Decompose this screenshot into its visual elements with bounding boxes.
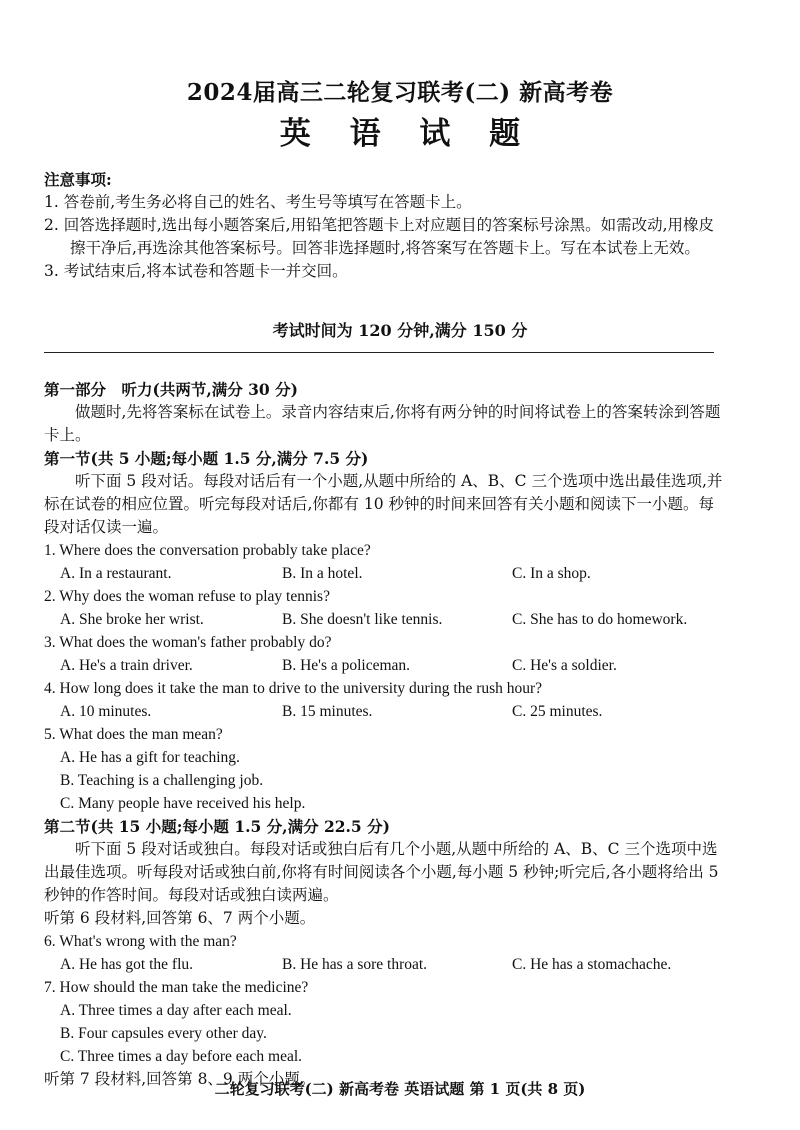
option-a: A. He has got the flu. [60, 956, 194, 973]
option-b: B. She doesn't like tennis. [282, 611, 443, 628]
question-text: 3. What does the woman's father probably do? [44, 634, 332, 651]
options-row [44, 608, 724, 631]
options-row [44, 700, 724, 723]
option-a: A. She broke her wrist. [60, 611, 204, 628]
section1-heading: 第一节(共 5 小题;每小题 1.5 分,满分 7.5 分) [44, 449, 369, 468]
option-b: B. Four capsules every other day. [60, 1025, 267, 1042]
question-1 [44, 539, 724, 585]
question-text: 2. Why does the woman refuse to play tennis? [44, 588, 330, 605]
question-text: 4. How long does it take the man to drive to the university during the rush hour? [44, 680, 543, 697]
option-b: B. He's a policeman. [282, 657, 411, 674]
part1-heading: 第一部分 听力(共两节,满分 30 分) [44, 380, 298, 399]
notice-item: 3. 考试结束后,将本试卷和答题卡一并交回。 [44, 262, 348, 280]
option-b: B. In a hotel. [282, 565, 363, 582]
option-a: A. 10 minutes. [60, 703, 152, 720]
material-6-note: 听第 6 段材料,回答第 6、7 两个小题。 [44, 909, 316, 927]
option-a: A. He has a gift for teaching. [60, 749, 240, 766]
option-c: C. He has a stomachache. [512, 956, 672, 973]
option-a: A. In a restaurant. [60, 565, 172, 582]
option-c: C. Three times a day before each meal. [60, 1048, 303, 1065]
options-row [44, 562, 724, 585]
options-row [44, 654, 724, 677]
option-b: B. 15 minutes. [282, 703, 373, 720]
option-c: C. 25 minutes. [512, 703, 603, 720]
question-text: 7. How should the man take the medicine? [44, 979, 309, 996]
question-3 [44, 631, 724, 677]
option-a: A. He's a train driver. [60, 657, 193, 674]
divider [44, 352, 714, 353]
option-c: C. In a shop. [512, 565, 591, 582]
notice-item: 1. 答卷前,考生务必将自己的姓名、考生号等填写在答题卡上。 [44, 193, 472, 211]
option-c: C. Many people have received his help. [60, 795, 306, 812]
notice-heading: 注意事项: [44, 170, 112, 189]
section2-heading: 第二节(共 15 小题;每小题 1.5 分,满分 22.5 分) [44, 817, 390, 836]
section1-intro: 听下面 5 段对话。每段对话后有一个小题,从题中所给的 A、B、C 三个选项中选出最佳选项,并标在试卷的相应位置。听完每段对话后,你都有 10 秒钟的时间来回答有关小题和阅读下一小题。每段对话仅读一遍。 [44, 472, 723, 536]
notice-item: 2. 回答选择题时,选出每小题答案后,用铅笔把答题卡上对应题目的答案标号涂黑。如需改动,用橡皮擦干净后,再选涂其他答案标号。回答非选择题时,将答案写在答题卡上。写在本试卷上无效。 [44, 216, 714, 257]
question-5 [44, 723, 724, 815]
notice-list [44, 191, 724, 283]
subject-title: 英 语 试 题 [279, 116, 535, 152]
exam-time: 考试时间为 120 分钟,满分 150 分 [272, 321, 528, 340]
listening-part [44, 378, 724, 1091]
material-7-note: 听第 7 段材料,回答第 8、9 两个小题。 [44, 1070, 316, 1088]
option-b: B. Teaching is a challenging job. [60, 772, 264, 789]
section2-intro: 听下面 5 段对话或独白。每段对话或独白后有几个小题,从题中所给的 A、B、C 三个选项中选出最佳选项。听每段对话或独白前,你将有时间阅读各个小题,每小题 5 秒钟;听完后,各小题将给出 5 秒钟的作答时间。每段对话或独白读两遍。 [44, 840, 719, 904]
question-6 [44, 930, 724, 976]
option-c: C. She has to do homework. [512, 611, 688, 628]
question-4 [44, 677, 724, 723]
part1-intro: 做题时,先将答案标在试卷上。录音内容结束后,你将有两分钟的时间将试卷上的答案转涂到答题卡上。 [44, 403, 721, 444]
page-footer: 二轮复习联考(二) 新高考卷 英语试题 第 1 页(共 8 页) [214, 1080, 586, 1098]
exam-title: 2024届高三二轮复习联考(二) 新高考卷 [186, 79, 614, 106]
option-a: A. Three times a day after each meal. [60, 1002, 292, 1019]
question-7 [44, 976, 724, 1068]
question-text: 5. What does the man mean? [44, 726, 223, 743]
question-2 [44, 585, 724, 631]
options-row [44, 953, 724, 976]
question-text: 1. Where does the conversation probably take place? [44, 542, 371, 559]
option-b: B. He has a sore throat. [282, 956, 428, 973]
question-text: 6. What's wrong with the man? [44, 933, 237, 950]
option-c: C. He's a soldier. [512, 657, 617, 674]
